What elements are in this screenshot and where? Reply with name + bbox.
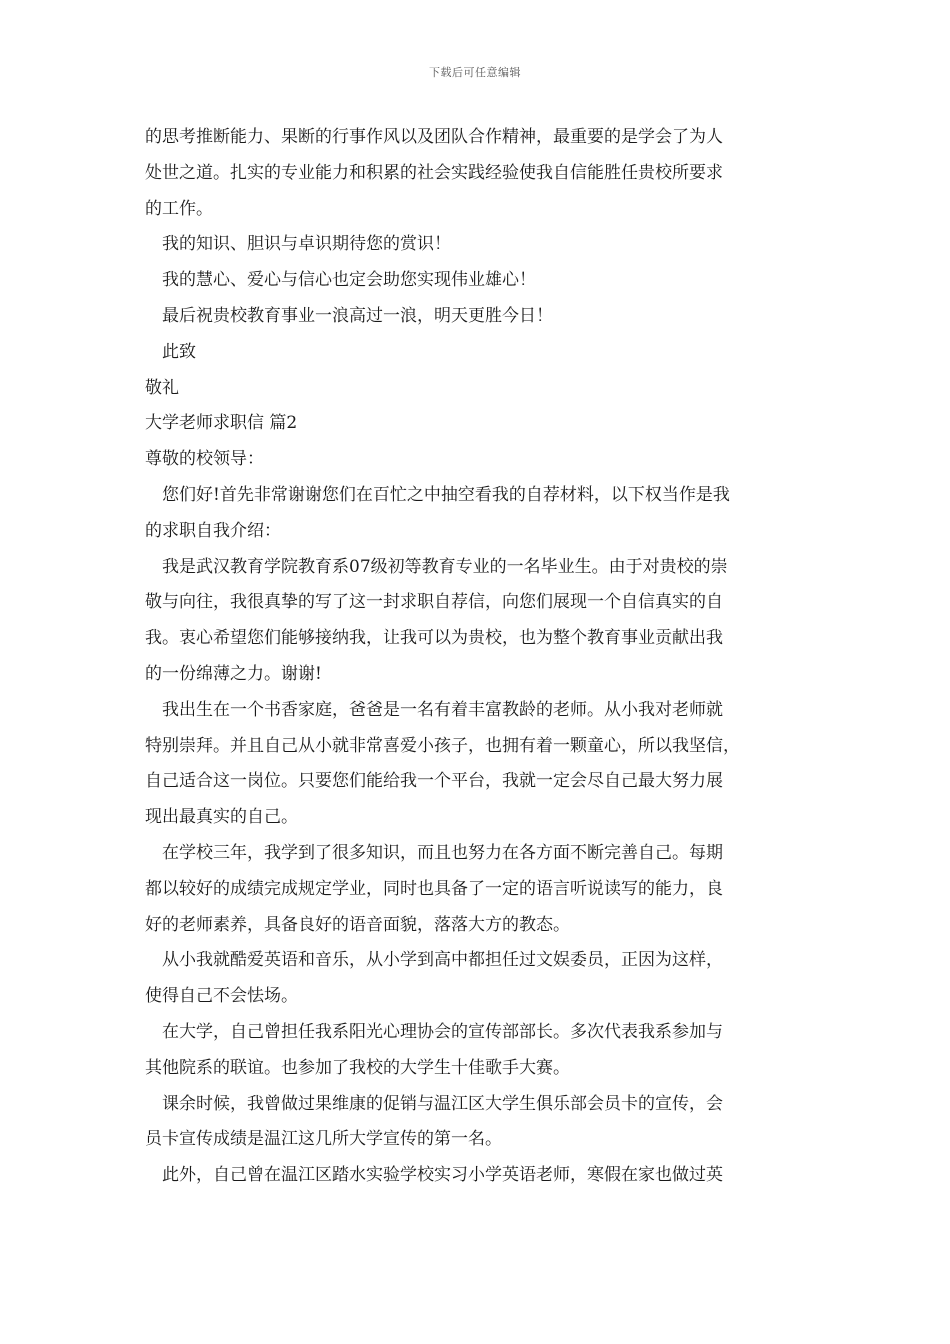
text-line: 大学老师求职信 篇2 xyxy=(145,413,298,434)
text-line: 敬与向往，我很真挚的写了这一封求职自荐信，向您们展现一个自信真实的自 xyxy=(145,592,723,613)
text-line: 现出最真实的自己。 xyxy=(145,807,298,828)
text-line: 的工作。 xyxy=(145,198,213,219)
text-line: 的一份绵薄之力。谢谢! xyxy=(145,663,322,684)
text-line: 我。衷心希望您们能够接纳我，让我可以为贵校，也为整个教育事业贡献出我 xyxy=(145,628,723,649)
text-line: 最后祝贵校教育事业一浪高过一浪，明天更胜今日！ xyxy=(162,305,553,326)
text-line: 从小我就酷爱英语和音乐，从小学到高中都担任过文娱委员，正因为这样， xyxy=(162,950,723,971)
text-line: 敬礼 xyxy=(145,377,179,398)
text-line: 我是武汉教育学院教育系07级初等教育专业的一名毕业生。由于对贵校的崇 xyxy=(162,556,728,577)
document-body xyxy=(145,120,807,1194)
text-line: 在大学，自己曾担任我系阳光心理协会的宣传部部长。多次代表我系参加与 xyxy=(162,1021,723,1042)
text-line: 我出生在一个书香家庭，爸爸是一名有着丰富教龄的老师。从小我对老师就 xyxy=(162,699,723,720)
text-line: 其他院系的联谊。也参加了我校的大学生十佳歌手大赛。 xyxy=(145,1057,570,1078)
text-line: 员卡宣传成绩是温江这几所大学宣传的第一名。 xyxy=(145,1129,502,1150)
page-header: 下载后可任意编辑 xyxy=(429,66,521,79)
text-line: 特别崇拜。并且自己从小就非常喜爱小孩子，也拥有着一颗童心，所以我坚信， xyxy=(145,735,740,756)
text-line: 我的知识、胆识与卓识期待您的赏识！ xyxy=(162,234,451,255)
text-line: 您们好!首先非常谢谢您们在百忙之中抽空看我的自荐材料，以下权当作是我 xyxy=(162,484,730,505)
text-line: 好的老师素养，具备良好的语音面貌，落落大方的教态。 xyxy=(145,914,570,935)
text-line: 的思考推断能力、果断的行事作风以及团队合作精神，最重要的是学会了为人 xyxy=(145,127,723,147)
text-line: 在学校三年，我学到了很多知识，而且也努力在各方面不断完善自己。每期 xyxy=(162,842,723,863)
text-line: 此外，自己曾在温江区踏水实验学校实习小学英语老师，寒假在家也做过英 xyxy=(162,1165,723,1186)
text-line: 使得自己不会怯场。 xyxy=(145,986,298,1007)
text-line: 课余时候，我曾做过果维康的促销与温江区大学生俱乐部会员卡的宣传，会 xyxy=(162,1093,723,1114)
text-line: 处世之道。扎实的专业能力和积累的社会实践经验使我自信能胜任贵校所要求 xyxy=(145,162,723,183)
text-line: 此致 xyxy=(162,341,196,362)
text-line: 我的慧心、爱心与信心也定会助您实现伟业雄心！ xyxy=(162,270,536,291)
text-line: 自己适合这一岗位。只要您们能给我一个平台，我就一定会尽自己最大努力展 xyxy=(145,771,723,792)
text-line: 的求职自我介绍： xyxy=(145,520,281,541)
text-line: 尊敬的校领导： xyxy=(145,449,264,470)
text-line: 都以较好的成绩完成规定学业，同时也具备了一定的语言听说读写的能力，良 xyxy=(145,878,723,899)
